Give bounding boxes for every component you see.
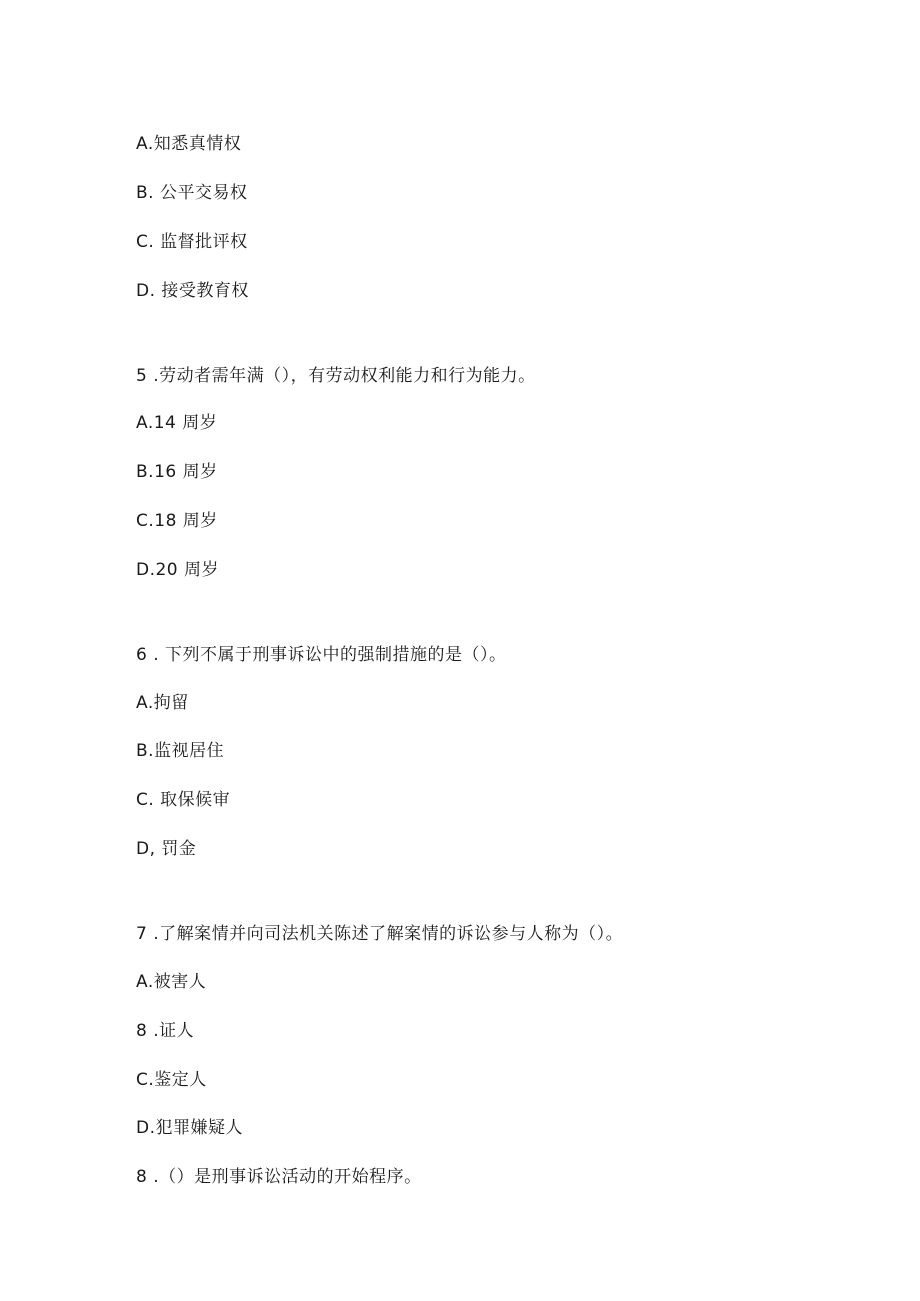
question-6-option-d: D, 罚金 — [136, 839, 197, 859]
option-c-line: C. 监督批评权 — [136, 232, 248, 252]
question-5-option-b: B.16 周岁 — [136, 462, 218, 482]
question-7-option-a: A.被害人 — [136, 972, 207, 992]
question-7: 7 .了解案情并向司法机关陈述了解案情的诉讼参与人称为（）。 — [136, 924, 624, 944]
question-6-option-b: B.监视居住 — [136, 741, 225, 761]
question-5: 5 .劳动者需年满（），有劳动权利能力和行为能力。 — [136, 366, 536, 386]
question-7-option-b: 8 .证人 — [136, 1021, 195, 1041]
question-6: 6 . 下列不属于刑事诉讼中的强制措施的是（）。 — [136, 645, 507, 665]
question-8: 8 .（）是刑事诉讼活动的开始程序。 — [136, 1167, 422, 1187]
option-b-line: B. 公平交易权 — [136, 183, 248, 203]
question-5-option-d: D.20 周岁 — [136, 560, 220, 580]
option-a-line: A.知悉真情权 — [136, 134, 242, 154]
question-6-option-c: C. 取保候审 — [136, 790, 231, 810]
option-d-line: D. 接受教育权 — [136, 281, 249, 301]
question-7-option-d: D.犯罪嫌疑人 — [136, 1118, 243, 1138]
question-5-option-c: C.18 周岁 — [136, 511, 218, 531]
question-7-option-c: C.鉴定人 — [136, 1070, 207, 1090]
question-6-option-a: A.拘留 — [136, 693, 189, 713]
question-5-option-a: A.14 周岁 — [136, 413, 218, 433]
